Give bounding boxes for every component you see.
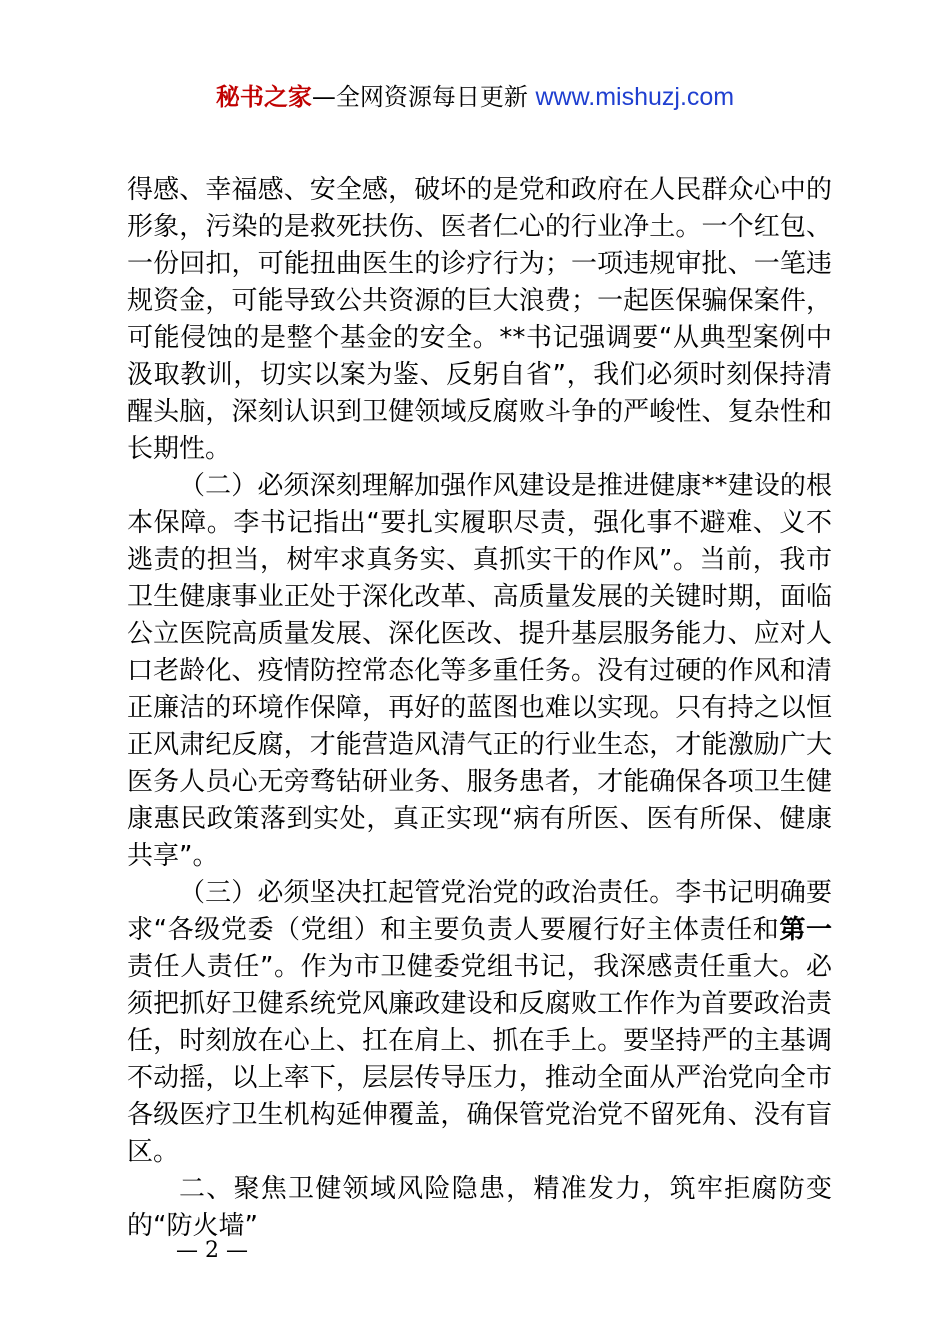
section-heading-2: 二、聚焦卫健领域风险隐患，精准发力，筑牢拒腐防变的“防火墙” — [127, 1174, 832, 1241]
header-separator: — — [311, 83, 336, 111]
document-body — [127, 172, 832, 1245]
paragraph-3-text-end: 责任人责任”。作为市卫健委党组书记，我深感责任重大。必须把抓好卫健系统党风廉政建设和反腐败工作作为首要政治责任，时刻放在心上、扛在肩上、抓在手上。要坚持严的主基调不动摇，以上率下，层层传导压力，推动全面从严治党向全市各级医疗卫生机构延伸覆盖，确保管党治党不留死角、没有盲区。 — [127, 952, 832, 1167]
header-tagline: 全网资源每日更新 — [335, 83, 528, 111]
paragraph-2: （二）必须深刻理解加强作风建设是推进健康**建设的根本保障。李书记指出“要扎实履职尽责，强化事不避难、义不逃责的担当，树牢求真务实、真抓实干的作风”。当前，我市卫生健康事业正处于深化改革、高质量发展的关键时期，面临公立医院高质量发展、深化医改、提升基层服务能力、应对人口老龄化、疫情防控常态化等多重任务。没有过硬的作风和清正廉洁的环境作保障，再好的蓝图也难以实现。只有持之以恒正风肃纪反腐，才能营造风清气正的行业生态，才能激励广大医务人员心无旁骛钻研业务、服务患者，才能确保各项卫生健康惠民政策落到实处，真正实现“病有所医、医有所保、健康共享”。 — [127, 471, 832, 871]
paragraph-3-bold-text: 第一 — [779, 915, 832, 945]
paragraph-1: 得感、幸福感、安全感，破坏的是党和政府在人民群众心中的形象，污染的是救死扶伤、医者仁心的行业净土。一个红包、一份回扣，可能扭曲医生的诊疗行为；一项违规审批、一笔违规资金，可能导致公共资源的巨大浪费；一起医保骗保案件，可能侵蚀的是整个基金的安全。**书记强调要“从典型案例中汲取教训，切实以案为鉴、反躬自省”，我们必须时刻保持清醒头脑，深刻认识到卫健领域反腐败斗争的严峻性、复杂性和长期性。 — [127, 175, 832, 464]
page-header — [0, 80, 950, 114]
paragraph-3-text-start: （三）必须坚决扛起管党治党的政治责任。李书记明确要求“各级党委（党组）和主要负责人要履行好主体责任和 — [127, 878, 832, 945]
paragraph-3 — [127, 875, 832, 1171]
page-number: — 2 — — [176, 1238, 248, 1263]
site-url-link[interactable]: www.mishuzj.com — [535, 83, 735, 111]
site-name: 秘书之家 — [215, 83, 312, 111]
